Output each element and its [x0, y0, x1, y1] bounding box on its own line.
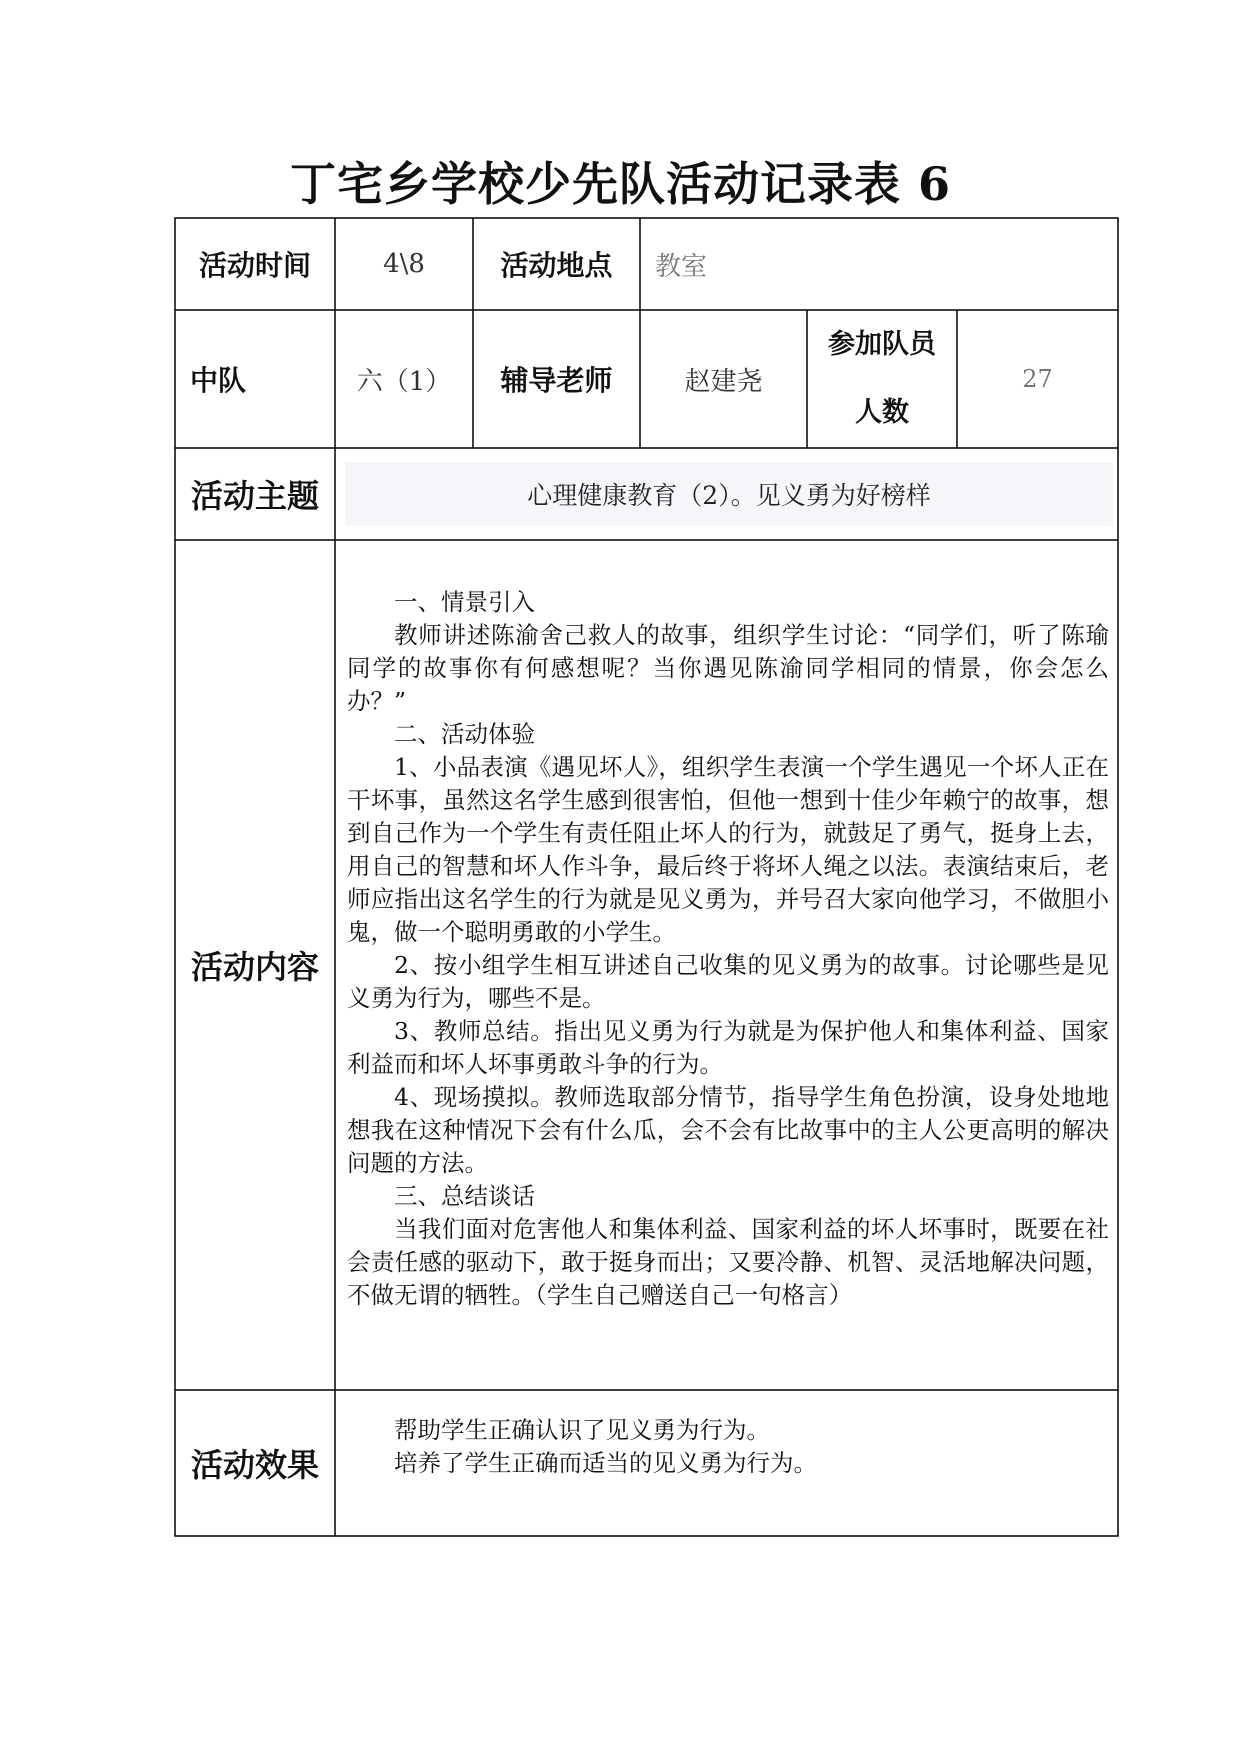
content-paragraph: 教师讲述陈渝舍己救人的故事，组织学生讨论：“同学们，听了陈瑜同学的故事你有何感想呢？当你遇见陈渝同学相同的情景，你会怎么办？”: [347, 621, 1109, 715]
content-paragraph: 4、现场摸拟。教师选取部分情节，指导学生角色扮演，设身处地地想我在这种情况下会有什么瓜，会不会有比故事中的主人公更高明的解决问题的方法。: [347, 1083, 1109, 1177]
content-paragraph: 1、小品表演《遇见坏人》，组织学生表演一个学生遇见一个坏人正在干坏事，虽然这名学生感到很害怕，但他一想到十佳少年赖宁的故事，想到自己作为一个学生有责任阻止坏人的行为，就鼓足了勇气，挺身上去，用自己的智慧和坏人作斗争，最后终于将坏人绳之以法。表演结束后，老师应指出这名学生的行为就是见义勇为，并号召大家向他学习，不做胆小鬼，做一个聪明勇敢的小学生。: [347, 753, 1109, 946]
content-body: [347, 586, 1109, 1312]
time-value: 4\8: [383, 249, 425, 279]
time-label: 活动时间: [198, 249, 311, 282]
effect-paragraph: 帮助学生正确认识了见义勇为行为。: [394, 1416, 770, 1444]
member-count-label-line1: 参加队员: [828, 329, 936, 360]
theme-label: 活动主题: [190, 477, 319, 515]
content-paragraph: 二、活动体验: [394, 720, 535, 748]
teacher-label: 辅导老师: [500, 364, 613, 397]
content-paragraph: 当我们面对危害他人和集体利益、国家利益的坏人坏事时，既要在社会责任感的驱动下，敢于挺身而出；又要冷静、机智、灵活地解决问题，不做无谓的牺牲。（学生自己赠送自己一句格言）: [347, 1215, 1109, 1309]
teacher-value: 赵建尧: [684, 366, 763, 397]
page-title: 丁宅乡学校少先队活动记录表 6: [289, 157, 952, 211]
place-label: 活动地点: [500, 249, 613, 282]
content-paragraph: 三、总结谈话: [394, 1182, 535, 1210]
member-count-label: [807, 310, 957, 448]
squad-value: 六（1）: [356, 366, 452, 397]
content-label: 活动内容: [190, 948, 319, 986]
effect-body: [347, 1414, 1109, 1480]
effect-label: 活动效果: [190, 1446, 319, 1484]
member-count-value: 27: [1022, 365, 1053, 393]
content-paragraph: 2、按小组学生相互讲述自己收集的见义勇为的故事。讨论哪些是见义勇为行为，哪些不是。: [347, 951, 1109, 1012]
content-paragraph: 3、教师总结。指出见义勇为行为就是为保护他人和集体利益、国家利益而和坏人坏事勇敢斗争的行为。: [347, 1017, 1109, 1078]
member-count-label-line2: 人数: [855, 397, 909, 428]
content-paragraph: 一、情景引入: [394, 588, 535, 616]
squad-label: 中队: [190, 364, 247, 397]
effect-paragraph: 培养了学生正确而适当的见义勇为行为。: [394, 1449, 817, 1477]
place-value: 教室: [655, 251, 708, 282]
theme-value: 心理健康教育（2）。见义勇为好榜样: [345, 462, 1113, 526]
